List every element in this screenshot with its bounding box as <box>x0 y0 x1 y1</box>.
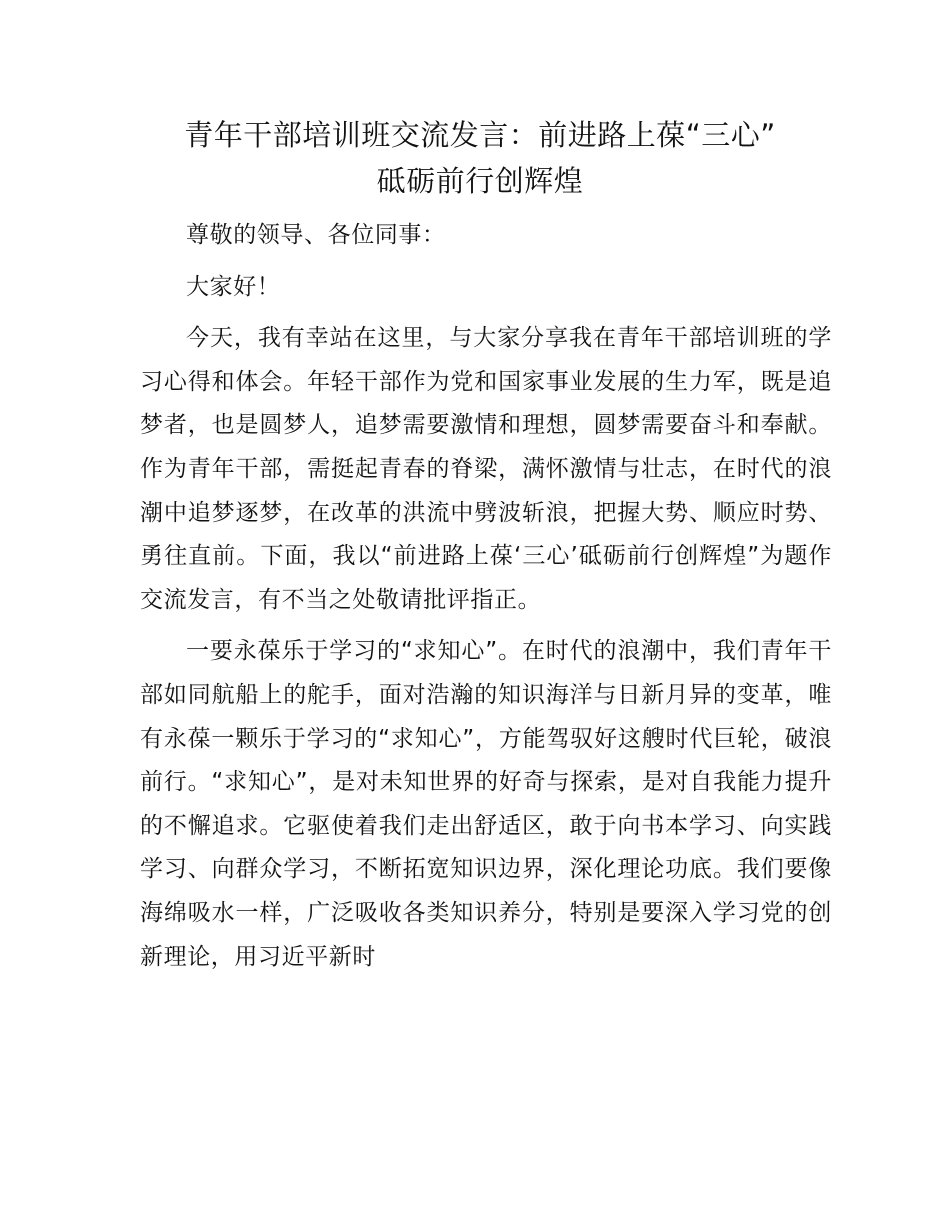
paragraph-intro: 今天，我有幸站在这里，与大家分享我在青年干部培训班的学习心得和体会。年轻干部作为党和国家事业发展的生力军，既是追梦者，也是圆梦人，追梦需要激情和理想，圆梦需要奋斗和奉献。作为青年干部，需挺起青春的脊梁，满怀激情与壮志，在时代的浪潮中追梦逐梦，在改革的洪流中劈波斩浪，把握大势、顺应时势、勇往直前。下面，我以“前进路上葆‘三心’砥砺前行创辉煌”为题作交流发言，有不当之处敬请批评指正。 <box>140 325 832 613</box>
document-title <box>140 112 820 204</box>
document-body <box>140 214 832 987</box>
salutation: 尊敬的领导、各位同事： <box>186 222 446 248</box>
greeting: 大家好！ <box>186 273 281 300</box>
paragraph-point-one: 一要永葆乐于学习的“求知心”。在时代的浪潮中，我们青年干部如同航船上的舵手，面对浩瀚的知识海洋与日新月异的变革，唯有永葆一颗乐于学习的“求知心”，方能驾驭好这艘时代巨轮，破浪前行。“求知心”，是对未知世界的好奇与探索，是对自我能力提升的不懈追求。它驱使着我们走出舒适区，敢于向书本学习、向实践学习、向群众学习，不断拓宽知识边界，深化理论功底。我们要像海绵吸水一样，广泛吸收各类知识养分，特别是要深入学习党的创新理论，用习近平新时 <box>140 638 832 970</box>
title-line-2: 砥砺前行创辉煌 <box>376 164 584 198</box>
title-line-1: 青年干部培训班交流发言：前进路上葆“三心” <box>184 118 776 152</box>
